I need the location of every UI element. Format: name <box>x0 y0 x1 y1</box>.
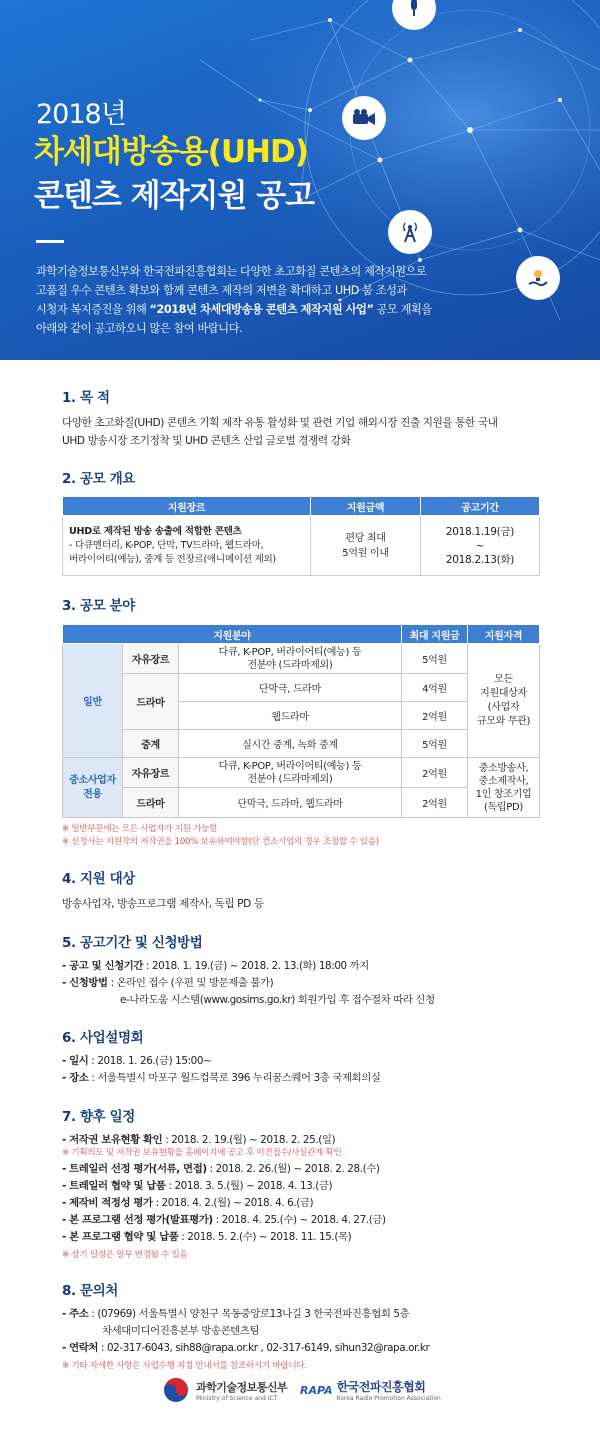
amount-cell: 2억원 <box>402 788 468 818</box>
purpose-text <box>62 414 540 450</box>
purpose-line: UHD 방송시장 조기정착 및 UHD 콘텐츠 산업 글로벌 경쟁력 강화 <box>62 435 351 447</box>
eligibility-text: 방송사업자, 방송프로그램 제작사, 독립 PD 등 <box>62 898 264 910</box>
intro-line: 아래와 같이 공고하오니 많은 참여 바랍니다. <box>36 322 243 335</box>
amount-line: 5억원 이내 <box>342 547 389 559</box>
contact-list <box>62 1306 540 1373</box>
description-cell: 단막극, 드라마 <box>179 674 402 702</box>
section-title: 6. 사업설명회 <box>62 1030 144 1046</box>
genre-heading: UHD로 제작된 방송 송출에 적합한 콘텐츠 <box>69 525 242 537</box>
section-application <box>62 931 540 1009</box>
qualification-line: 지원대상자 <box>480 687 527 699</box>
section-title: 4. 지원 대상 <box>62 871 135 887</box>
section-fields <box>62 594 540 849</box>
schedule-note: ※ 상기 일정은 일부 변경될 수 있음 <box>62 1250 188 1260</box>
rapa-name: 한국전파진흥협회 <box>336 1380 426 1394</box>
period-end: 2018.2.13(화) <box>445 553 515 566</box>
briefing-list <box>62 1053 540 1087</box>
description-line: 다큐, K-POP, 버라이어티(예능) 등 <box>218 760 362 772</box>
amount-cell: 2억원 <box>402 758 468 788</box>
subcategory-cell: 드라마 <box>123 674 179 730</box>
amount-cell <box>311 516 421 576</box>
hero-banner <box>0 0 600 360</box>
column-header: 최대 지원금 <box>402 625 468 644</box>
contact-note: ※ 기타 자세한 사항은 사업수행 지침 안내서를 참조하시기 바랍니다. <box>62 1361 307 1371</box>
schedule-list <box>62 1132 540 1262</box>
fields-note: ※ 신청사는 지원작의 저작권을 100% 보유하여야함(단 컨소시엄의 경우 조정할 수 있음) <box>62 837 379 847</box>
schedule-item: - 본 프로그램 협약 및 납품 : 2018. 5. 2.(수) ~ 2018. 11. 15.(목) <box>62 1231 352 1243</box>
subcategory-cell: 드라마 <box>123 788 179 818</box>
category-general: 일반 <box>63 644 123 758</box>
period-start: 2018.1.19(금) <box>445 525 515 538</box>
subcategory-cell: 자유장르 <box>123 758 179 788</box>
description-cell: 웹드라마 <box>179 702 402 730</box>
qualification-general <box>468 644 540 758</box>
list-item: - 주소 : (07969) 서울특별시 양천구 목동중앙로13나길 3 한국전파진흥협회 5층 <box>62 1308 410 1320</box>
ministry-name-en: Ministry of Science and ICT <box>196 1394 278 1402</box>
schedule-item: - 트레일러 협약 및 납품 : 2018. 3. 5.(월) ~ 2018. 4. 13.(금) <box>62 1180 333 1192</box>
section-contact <box>62 1279 540 1373</box>
description-line: 전분야 (드라마제외) <box>247 659 333 671</box>
list-item: 차세대미디어진흥본부 방송콘텐츠팀 <box>102 1325 260 1337</box>
intro-line: 과학기술정보통신부와 한국전파진흥협회는 다양한 초고화질 콘텐츠의 제작지원으로 <box>36 265 427 278</box>
qualification-line: 모든 <box>494 673 513 685</box>
description-cell: 실시간 중계, 녹화 중계 <box>179 730 402 758</box>
qualification-line: (독립PD) <box>483 801 524 813</box>
schedule-item: - 저작권 보유현황 확인 : 2018. 2. 19.(월) ~ 2018. 2. 25.(일) <box>62 1134 336 1146</box>
section-title: 5. 공고기간 및 신청방법 <box>62 935 203 951</box>
section-eligibility <box>62 867 540 913</box>
intro-line: 고품질 우수 콘텐츠 확보와 함께 콘텐츠 제작의 저변을 확대하고 UHD 붐 조성과 <box>36 284 407 297</box>
amount-cell: 2억원 <box>402 702 468 730</box>
section-schedule <box>62 1105 540 1262</box>
schedule-inline-note: ※ 기획의도 및 저작권 보유현황을 홈페이지에 공고 후 이견접수/사실관계 확인 <box>62 1148 342 1158</box>
video-camera-icon <box>342 96 386 140</box>
period-cell <box>421 516 540 576</box>
section-briefing <box>62 1026 540 1087</box>
genre-line: 버라이어티(예능), 중계 등 전장르(애니메이션 제외) <box>69 553 276 565</box>
description-cell <box>179 758 402 788</box>
period-separator: ~ <box>475 539 485 552</box>
description-cell <box>179 644 402 674</box>
category-line: 전용 <box>83 788 102 800</box>
fields-note: ※ 일반부문에는 모든 사업자가 지원 가능함 <box>62 824 218 834</box>
genre-line: - 다큐멘터리, K-POP, 단막, TV드라마, 웹드라마, <box>69 539 264 551</box>
qualification-line: 규모와 무관) <box>476 715 531 727</box>
section-title: 3. 공모 분야 <box>62 598 135 614</box>
hero-title-line1: 차세대방송용(UHD) <box>34 134 308 170</box>
section-purpose <box>62 386 540 450</box>
column-header: 지원자격 <box>468 625 540 644</box>
fields-table <box>62 624 540 818</box>
qualification-line: 중소방송사, <box>478 762 529 774</box>
list-item: - 연락처 : 02-317-6043, sih88@rapa.or.kr , 02-317-6149, sihun32@rapa.or.kr <box>62 1342 430 1354</box>
amount-cell: 4억원 <box>402 674 468 702</box>
hero-year: 2018년 <box>36 99 126 130</box>
qualification-line: (사업자 <box>487 701 520 713</box>
section-overview <box>62 467 540 576</box>
footer-logos <box>0 1372 600 1429</box>
category-line: 중소사업자 <box>69 774 116 786</box>
genre-cell <box>63 516 311 576</box>
category-sme <box>63 758 123 818</box>
section-title: 8. 문의처 <box>62 1283 118 1299</box>
list-item: - 장소 : 서울특별시 마포구 월드컵북로 396 누리꿈스퀘어 3층 국제회의실 <box>62 1072 381 1084</box>
overview-table <box>62 496 540 576</box>
rapa-mark: RAPA <box>300 1383 333 1397</box>
qualification-line: 중소제작사, <box>478 775 529 787</box>
application-list <box>62 958 540 1009</box>
rapa-name-en: Korea Radio Promotion Association <box>336 1395 441 1402</box>
amount-cell: 5억원 <box>402 644 468 674</box>
list-item: - 신청방법 : 온라인 접수 (우편 및 방문제출 불가) <box>62 977 274 989</box>
hero-title-line2: 콘텐츠 제작지원 공고 <box>34 178 315 214</box>
column-header: 지원장르 <box>63 497 311 516</box>
qualification-line: 1인 창조기업 <box>475 788 532 800</box>
ministry-name: 과학기술정보통신부 <box>196 1380 288 1394</box>
section-title: 1. 목 적 <box>62 390 110 406</box>
description-cell: 단막극, 드라마, 웹드라마 <box>179 788 402 818</box>
amount-cell: 5억원 <box>402 730 468 758</box>
schedule-item: - 본 프로그램 선정 평가(발표평가) : 2018. 4. 25.(수) ~ 2018. 4. 27.(금) <box>62 1214 386 1226</box>
schedule-item: - 제작비 적정성 평가 : 2018. 4. 2.(월) ~ 2018. 4. 6.(금) <box>62 1197 314 1209</box>
notice-body <box>62 378 540 1373</box>
description-line: 전분야 (드라마제외) <box>247 773 333 785</box>
column-header: 지원분야 <box>63 625 402 644</box>
taegeuk-emblem-icon <box>162 1376 190 1404</box>
schedule-item: - 트레일러 선정 평가(서류, 면접) : 2018. 2. 26.(월) ~ 2018. 2. 28.(수) <box>62 1163 380 1175</box>
description-line: 다큐, K-POP, 버라이어티(예능) 등 <box>218 646 362 658</box>
hero-divider <box>36 240 64 243</box>
rapa-logo <box>300 1378 441 1402</box>
section-title: 7. 향후 일정 <box>62 1109 135 1125</box>
section-title: 2. 공모 개요 <box>62 471 135 487</box>
intro-line: 시청자 복지증진을 위해 “2018년 차세대방송용 콘텐츠 제작지원 사업” 공모 계획을 <box>36 303 432 316</box>
list-item: - 일시 : 2018. 1. 26.(금) 15:00~ <box>62 1055 212 1067</box>
amount-line: 편당 최대 <box>345 532 386 544</box>
hero-intro <box>36 262 556 338</box>
column-header: 지원금액 <box>311 497 421 516</box>
subcategory-cell: 중계 <box>123 730 179 758</box>
column-header: 공고기간 <box>421 497 540 516</box>
qualification-sme <box>468 758 540 818</box>
list-item: e-나라도움 시스템(www.gosims.go.kr) 회원가입 후 접수절차 따라 신청 <box>120 994 435 1006</box>
ministry-logo <box>162 1376 287 1404</box>
broadcast-tower-icon <box>388 210 432 254</box>
subcategory-cell: 자유장르 <box>123 644 179 674</box>
purpose-line: 다양한 초고화질(UHD) 콘텐츠 기획 제작 유통 활성화 및 관련 기업 해외시장 진출 지원을 통한 국내 <box>62 417 498 429</box>
list-item: - 공고 및 신청기간 : 2018. 1. 19.(금) ~ 2018. 2. 13.(화) 18:00 까지 <box>62 960 369 972</box>
